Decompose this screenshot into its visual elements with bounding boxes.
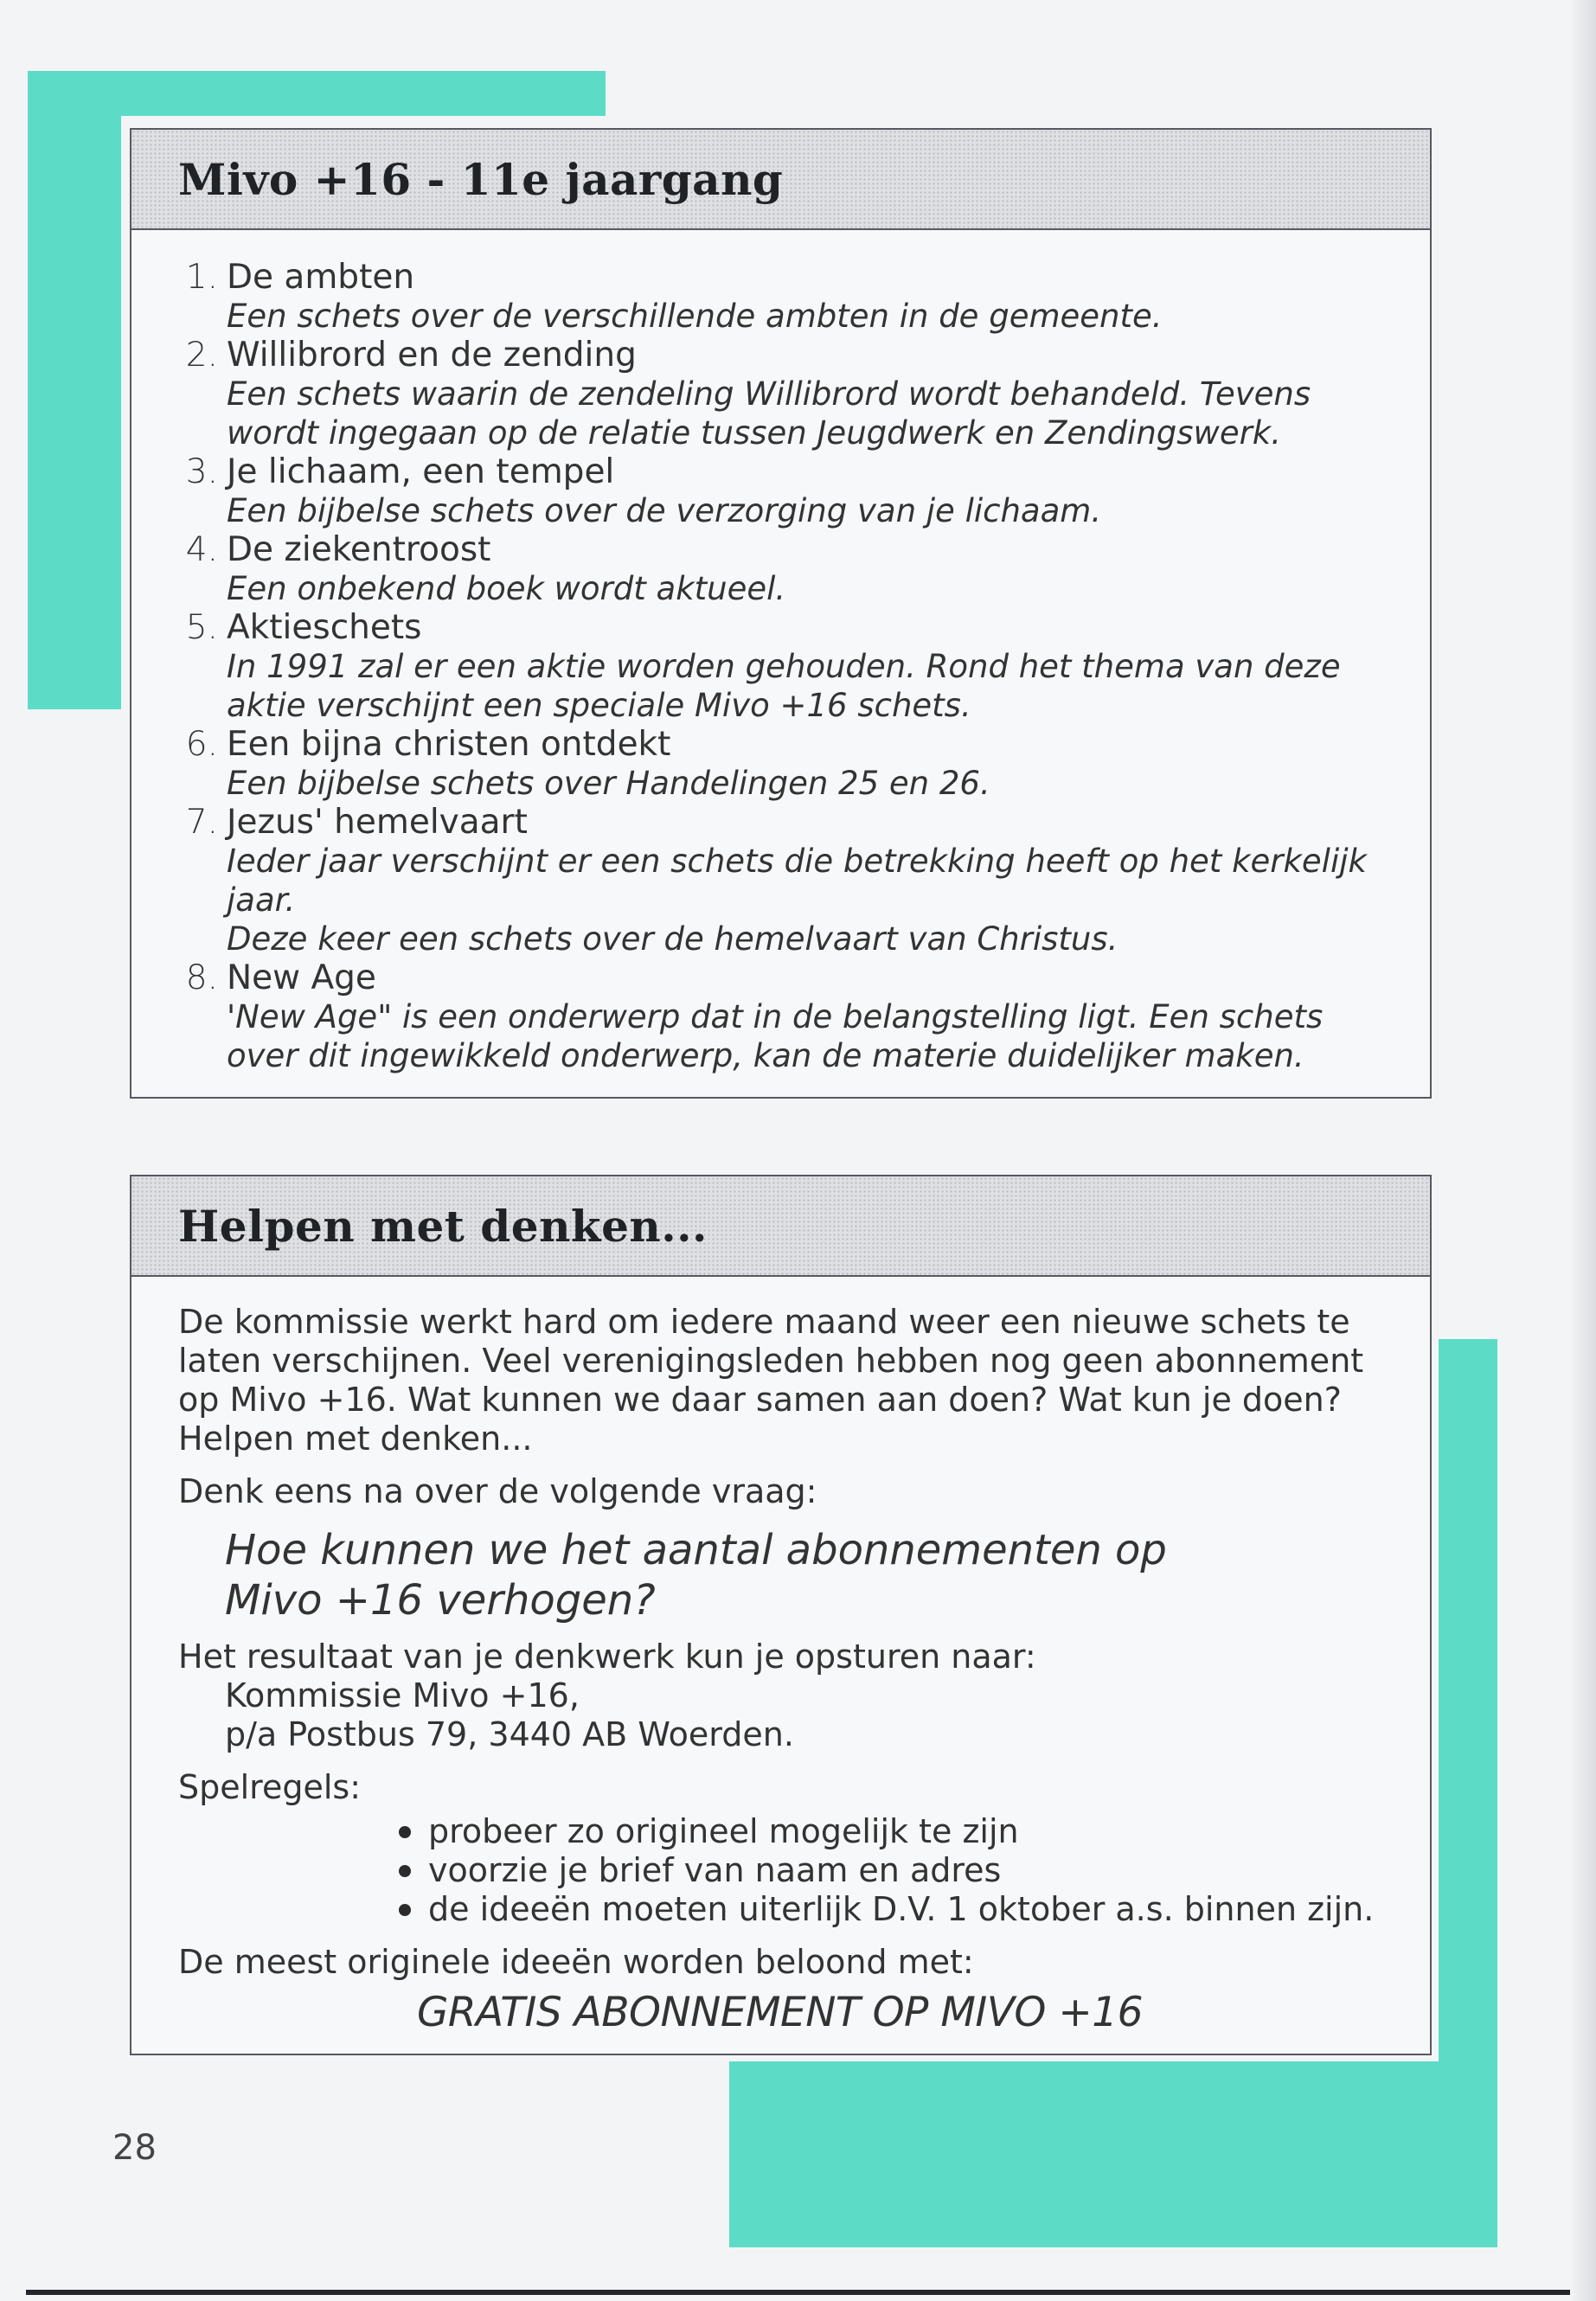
item-number: 5. [185, 608, 218, 647]
item-description: Een onbekend boek wordt aktueel. [227, 570, 786, 607]
schedule-title: Mivo +16 - 11e jaargang [178, 153, 784, 205]
rule-text: probeer zo origineel mogelijk te zijn [428, 1812, 1019, 1850]
rules-list [178, 1812, 1381, 1929]
item-number: 2. [185, 336, 218, 375]
item-description: Een bijbelse schets over Handelingen 25 en 26. [227, 765, 990, 802]
accent-block-left [28, 71, 121, 709]
item-description-extra: Deze keer een schets over de hemelvaart van Christus. [227, 920, 1118, 958]
rule-item [399, 1890, 1381, 1929]
rule-text: de ideeën moeten uiterlijk D.V. 1 oktober a.s. binnen zijn. [428, 1890, 1375, 1928]
page-number: 28 [112, 2128, 157, 2168]
rule-item [399, 1812, 1381, 1851]
list-item [180, 452, 1378, 530]
address-line: p/a Postbus 79, 3440 AB Woerden. [225, 1715, 794, 1753]
list-item [180, 336, 1378, 452]
item-title: Willibrord en de zending [227, 336, 637, 375]
rules-label: Spelregels: [178, 1768, 362, 1806]
list-item [180, 258, 1378, 336]
schedule-box [130, 128, 1432, 1099]
item-title: Aktieschets [227, 608, 422, 647]
think-along-title: Helpen met denken... [178, 1200, 708, 1252]
list-item [180, 530, 1378, 608]
intro-paragraph: De kommissie werkt hard om iedere maand weer een nieuwe schets te laten verschijnen. Veel verenigingsleden hebben nog geen abonnement op Mivo +16. Wat kunnen we daar samen aan doen? Wat kun je doen? Helpen met denken... [178, 1303, 1364, 1458]
bullet-icon [399, 1904, 411, 1916]
item-title: New Age [227, 958, 376, 997]
item-title: Je lichaam, een tempel [227, 452, 615, 491]
list-item [180, 803, 1378, 958]
item-title: De ambten [227, 258, 415, 297]
item-number: 1. [185, 258, 218, 297]
page-edge-shadow [1570, 0, 1596, 2301]
bullet-icon [399, 1865, 411, 1877]
item-number: 4. [185, 530, 218, 569]
item-number: 8. [185, 958, 218, 997]
question-prompt: Denk eens na over de volgende vraag: [178, 1472, 817, 1510]
list-item [180, 958, 1378, 1075]
address-block [225, 1676, 1381, 1754]
reward-intro: De meest originele ideeën worden beloond met: [178, 1943, 974, 1981]
bottom-rule [26, 2290, 1570, 2295]
item-description: Een schets waarin de zendeling Willibrord wordt behandeld. Tevens wordt ingegaan op de relatie tussen Jeugdwerk en Zendingswerk. [227, 375, 1311, 452]
think-along-box [130, 1175, 1432, 2055]
question [225, 1525, 1381, 1625]
schedule-header [131, 130, 1430, 230]
question-line: Hoe kunnen we het aantal abonnementen op [225, 1526, 1167, 1574]
item-description: Ieder jaar verschijnt er een schets die betrekking heeft op het kerkelijk jaar. [227, 843, 1367, 919]
item-description: Een bijbelse schets over de verzorging van je lichaam. [227, 492, 1102, 529]
item-description: Een schets over de verschillende ambten in de gemeente. [227, 298, 1163, 335]
rule-text: voorzie je brief van naam en adres [428, 1851, 1002, 1889]
send-to-text: Het resultaat van je denkwerk kun je opsturen naar: [178, 1638, 1036, 1676]
schedule-list [131, 230, 1430, 1075]
bullet-icon [399, 1826, 411, 1838]
address-line: Kommissie Mivo +16, [225, 1676, 580, 1715]
reward-text: GRATIS ABONNEMENT OP MIVO +16 [416, 1989, 1144, 2036]
item-description: 'New Age" is een onderwerp dat in de belangstelling ligt. Een schets over dit ingewikkeld onderwerp, kan de materie duidelijker maken. [227, 998, 1324, 1074]
think-along-header [131, 1176, 1430, 1277]
list-item [180, 725, 1378, 803]
item-title: Jezus' hemelvaart [227, 803, 528, 842]
accent-block-bottom [729, 2061, 1497, 2247]
item-number: 7. [185, 803, 218, 842]
list-item [180, 608, 1378, 725]
item-title: De ziekentroost [227, 530, 491, 569]
think-along-body [131, 1277, 1430, 2037]
item-title: Een bijna christen ontdekt [227, 725, 671, 764]
rule-item [399, 1851, 1381, 1890]
question-line: Mivo +16 verhogen? [225, 1576, 656, 1625]
item-number: 6. [185, 725, 218, 764]
item-description: In 1991 zal er een aktie worden gehouden. Rond het thema van deze aktie verschijnt een speciale Mivo +16 schets. [227, 648, 1341, 724]
item-number: 3. [185, 452, 218, 491]
